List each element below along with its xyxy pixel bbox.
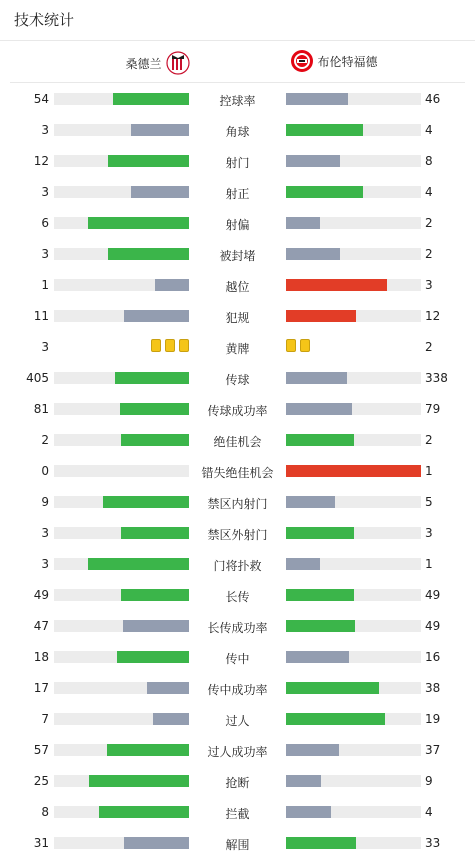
away-bar-fill — [286, 682, 379, 694]
home-bar-fill — [153, 713, 189, 725]
stat-row — [0, 393, 475, 424]
away-bar-track — [286, 558, 421, 570]
page-title: 技术统计 — [0, 0, 475, 41]
yellow-card-icon — [286, 339, 296, 352]
away-bar-track — [286, 155, 421, 167]
away-bar-track — [286, 465, 421, 477]
away-bar-fill — [286, 713, 385, 725]
home-value: 54 — [33, 92, 49, 106]
home-value: 7 — [41, 712, 49, 726]
home-bar-fill — [123, 620, 189, 632]
away-value: 33 — [425, 836, 441, 850]
away-value: 37 — [425, 743, 441, 757]
away-value: 338 — [425, 371, 448, 385]
home-bar-fill — [108, 155, 189, 167]
away-bar-track — [286, 93, 421, 105]
home-value: 3 — [41, 185, 49, 199]
stat-label: 绝佳机会 — [213, 435, 262, 449]
stat-row — [0, 424, 475, 455]
stat-label: 射偏 — [225, 218, 250, 232]
home-value: 12 — [33, 154, 49, 168]
home-bar-track — [54, 806, 189, 818]
away-bar-track — [286, 186, 421, 198]
away-value: 9 — [425, 774, 433, 788]
yellow-card-icon — [300, 339, 310, 352]
away-bar-track — [286, 527, 421, 539]
home-bar-track — [54, 248, 189, 260]
home-bar-track — [54, 713, 189, 725]
away-bar-fill — [286, 186, 363, 198]
stat-row — [0, 331, 475, 362]
home-bar-fill — [121, 589, 189, 601]
home-bar-track — [54, 620, 189, 632]
stat-label: 解围 — [225, 838, 250, 852]
stat-row — [0, 207, 475, 238]
stat-row — [0, 641, 475, 672]
home-value: 18 — [33, 650, 49, 664]
away-value: 5 — [425, 495, 433, 509]
away-value: 4 — [425, 805, 433, 819]
stat-row — [0, 517, 475, 548]
stat-row — [0, 548, 475, 579]
away-value: 46 — [425, 92, 441, 106]
stat-row — [0, 455, 475, 486]
away-bar-track — [286, 403, 421, 415]
home-bar-fill — [88, 217, 189, 229]
home-bar-track — [54, 496, 189, 508]
home-bar-track — [54, 651, 189, 663]
stat-row — [0, 145, 475, 176]
away-bar-track — [286, 279, 421, 291]
away-value: 49 — [425, 619, 441, 633]
stat-label: 黄牌 — [225, 342, 250, 356]
away-value: 19 — [425, 712, 441, 726]
stat-label: 过人成功率 — [207, 745, 268, 759]
stat-label: 长传 — [225, 590, 250, 604]
stat-row — [0, 269, 475, 300]
away-bar-track — [286, 837, 421, 849]
home-bar-track — [54, 372, 189, 384]
stat-label: 禁区外射门 — [207, 528, 268, 542]
home-bar-fill — [103, 496, 189, 508]
home-bar-track — [54, 837, 189, 849]
home-value: 0 — [41, 464, 49, 478]
home-bar-track — [54, 434, 189, 446]
away-bar-fill — [286, 217, 320, 229]
sunderland-crest-icon — [166, 51, 190, 75]
stat-row — [0, 176, 475, 207]
away-bar-track — [286, 372, 421, 384]
home-bar-fill — [99, 806, 189, 818]
yellow-card-icon — [165, 339, 175, 352]
away-bar-track — [286, 310, 421, 322]
stat-label: 被封堵 — [219, 249, 256, 263]
away-yellow-cards — [286, 339, 310, 352]
home-bar-fill — [121, 527, 189, 539]
home-value: 1 — [41, 278, 49, 292]
away-bar-track — [286, 434, 421, 446]
home-value: 57 — [33, 743, 49, 757]
stat-label: 射正 — [225, 187, 250, 201]
away-value: 2 — [425, 247, 433, 261]
stat-label: 抢断 — [225, 776, 250, 790]
home-bar-fill — [108, 248, 189, 260]
stat-row — [0, 672, 475, 703]
away-bar-fill — [286, 310, 356, 322]
home-team-name: 桑德兰 — [125, 56, 162, 71]
home-bar-fill — [124, 837, 189, 849]
stat-row — [0, 765, 475, 796]
stat-label: 过人 — [225, 714, 250, 728]
away-bar-fill — [286, 775, 321, 787]
away-bar-fill — [286, 124, 363, 136]
home-value: 405 — [26, 371, 49, 385]
away-bar-track — [286, 217, 421, 229]
away-bar-track — [286, 589, 421, 601]
away-bar-fill — [286, 403, 352, 415]
away-bar-track — [286, 775, 421, 787]
away-bar-track — [286, 248, 421, 260]
brentford-crest-icon — [290, 49, 314, 73]
stat-row — [0, 486, 475, 517]
home-value: 3 — [41, 557, 49, 571]
away-value: 49 — [425, 588, 441, 602]
away-value: 1 — [425, 557, 433, 571]
away-value: 79 — [425, 402, 441, 416]
away-value: 2 — [425, 340, 433, 354]
stat-label: 传球成功率 — [207, 404, 268, 418]
home-bar-track — [54, 124, 189, 136]
home-bar-track — [54, 465, 189, 477]
stat-row — [0, 83, 475, 114]
away-bar-track — [286, 496, 421, 508]
stat-row — [0, 827, 475, 858]
stat-row — [0, 796, 475, 827]
away-value: 3 — [425, 526, 433, 540]
home-value: 11 — [33, 309, 49, 323]
away-bar-track — [286, 713, 421, 725]
home-yellow-cards — [151, 339, 189, 352]
home-value: 47 — [33, 619, 49, 633]
away-bar-fill — [286, 248, 340, 260]
stat-label: 犯规 — [225, 311, 250, 325]
stat-label: 禁区内射门 — [207, 497, 268, 511]
away-bar-fill — [286, 589, 354, 601]
yellow-card-icon — [151, 339, 161, 352]
home-value: 8 — [41, 805, 49, 819]
home-bar-fill — [89, 775, 189, 787]
home-bar-track — [54, 217, 189, 229]
away-bar-fill — [286, 558, 320, 570]
home-bar-fill — [88, 558, 189, 570]
away-bar-fill — [286, 93, 348, 105]
stat-label: 射门 — [225, 156, 250, 170]
away-value: 2 — [425, 433, 433, 447]
home-bar-fill — [113, 93, 189, 105]
home-bar-fill — [147, 682, 189, 694]
stat-row — [0, 579, 475, 610]
away-bar-track — [286, 744, 421, 756]
stat-label: 控球率 — [219, 94, 256, 108]
home-bar-track — [54, 589, 189, 601]
stat-label: 角球 — [225, 125, 250, 139]
stat-label: 长传成功率 — [207, 621, 268, 635]
teams-header — [10, 41, 465, 83]
home-bar-fill — [131, 124, 189, 136]
stat-row — [0, 362, 475, 393]
away-value: 16 — [425, 650, 441, 664]
stat-label: 传球 — [225, 373, 250, 387]
home-value: 81 — [33, 402, 49, 416]
stat-row — [0, 300, 475, 331]
home-bar-fill — [121, 434, 189, 446]
home-bar-track — [54, 310, 189, 322]
home-value: 25 — [33, 774, 49, 788]
home-bar-track — [54, 527, 189, 539]
away-bar-fill — [286, 806, 331, 818]
home-bar-track — [54, 155, 189, 167]
home-bar-track — [54, 93, 189, 105]
away-value: 12 — [425, 309, 441, 323]
away-bar-fill — [286, 496, 335, 508]
away-bar-fill — [286, 620, 355, 632]
away-bar-track — [286, 651, 421, 663]
away-bar-fill — [286, 155, 340, 167]
away-bar-track — [286, 806, 421, 818]
home-bar-track — [54, 558, 189, 570]
home-value: 31 — [33, 836, 49, 850]
home-bar-track — [54, 279, 189, 291]
stat-row — [0, 703, 475, 734]
home-bar-fill — [155, 279, 189, 291]
away-bar-fill — [286, 651, 349, 663]
stat-row — [0, 734, 475, 765]
stat-label: 错失绝佳机会 — [201, 466, 274, 480]
away-value: 1 — [425, 464, 433, 478]
stat-label: 门将扑救 — [213, 559, 262, 573]
away-value: 3 — [425, 278, 433, 292]
away-bar-track — [286, 124, 421, 136]
home-bar-track — [54, 403, 189, 415]
away-bar-fill — [286, 527, 354, 539]
home-bar-track — [54, 744, 189, 756]
home-value: 17 — [33, 681, 49, 695]
yellow-card-icon — [179, 339, 189, 352]
away-bar-fill — [286, 837, 356, 849]
stat-label: 越位 — [225, 280, 250, 294]
away-value: 8 — [425, 154, 433, 168]
home-value: 49 — [33, 588, 49, 602]
home-bar-track — [54, 775, 189, 787]
stat-label: 拦截 — [225, 807, 250, 821]
away-team[interactable] — [290, 49, 378, 73]
home-value: 3 — [41, 247, 49, 261]
home-bar-fill — [124, 310, 189, 322]
stat-row — [0, 610, 475, 641]
home-value: 6 — [41, 216, 49, 230]
home-value: 9 — [41, 495, 49, 509]
home-bar-track — [54, 682, 189, 694]
home-bar-track — [54, 186, 189, 198]
home-value: 3 — [41, 123, 49, 137]
home-value: 3 — [41, 340, 49, 354]
home-value: 3 — [41, 526, 49, 540]
away-bar-track — [286, 682, 421, 694]
away-bar-fill — [286, 465, 421, 477]
home-team[interactable] — [125, 51, 189, 75]
away-value: 2 — [425, 216, 433, 230]
away-value: 4 — [425, 185, 433, 199]
home-bar-fill — [117, 651, 189, 663]
home-bar-fill — [120, 403, 189, 415]
away-bar-fill — [286, 372, 347, 384]
stat-row — [0, 238, 475, 269]
home-bar-fill — [107, 744, 189, 756]
away-bar-track — [286, 620, 421, 632]
stat-row — [0, 114, 475, 145]
away-value: 38 — [425, 681, 441, 695]
away-team-name: 布伦特福德 — [317, 54, 378, 69]
stat-label: 传中 — [225, 652, 250, 666]
away-value: 4 — [425, 123, 433, 137]
home-value: 2 — [41, 433, 49, 447]
home-bar-fill — [131, 186, 189, 198]
stat-label: 传中成功率 — [207, 683, 268, 697]
away-bar-fill — [286, 744, 339, 756]
away-bar-fill — [286, 434, 354, 446]
away-bar-fill — [286, 279, 387, 291]
home-bar-fill — [115, 372, 189, 384]
